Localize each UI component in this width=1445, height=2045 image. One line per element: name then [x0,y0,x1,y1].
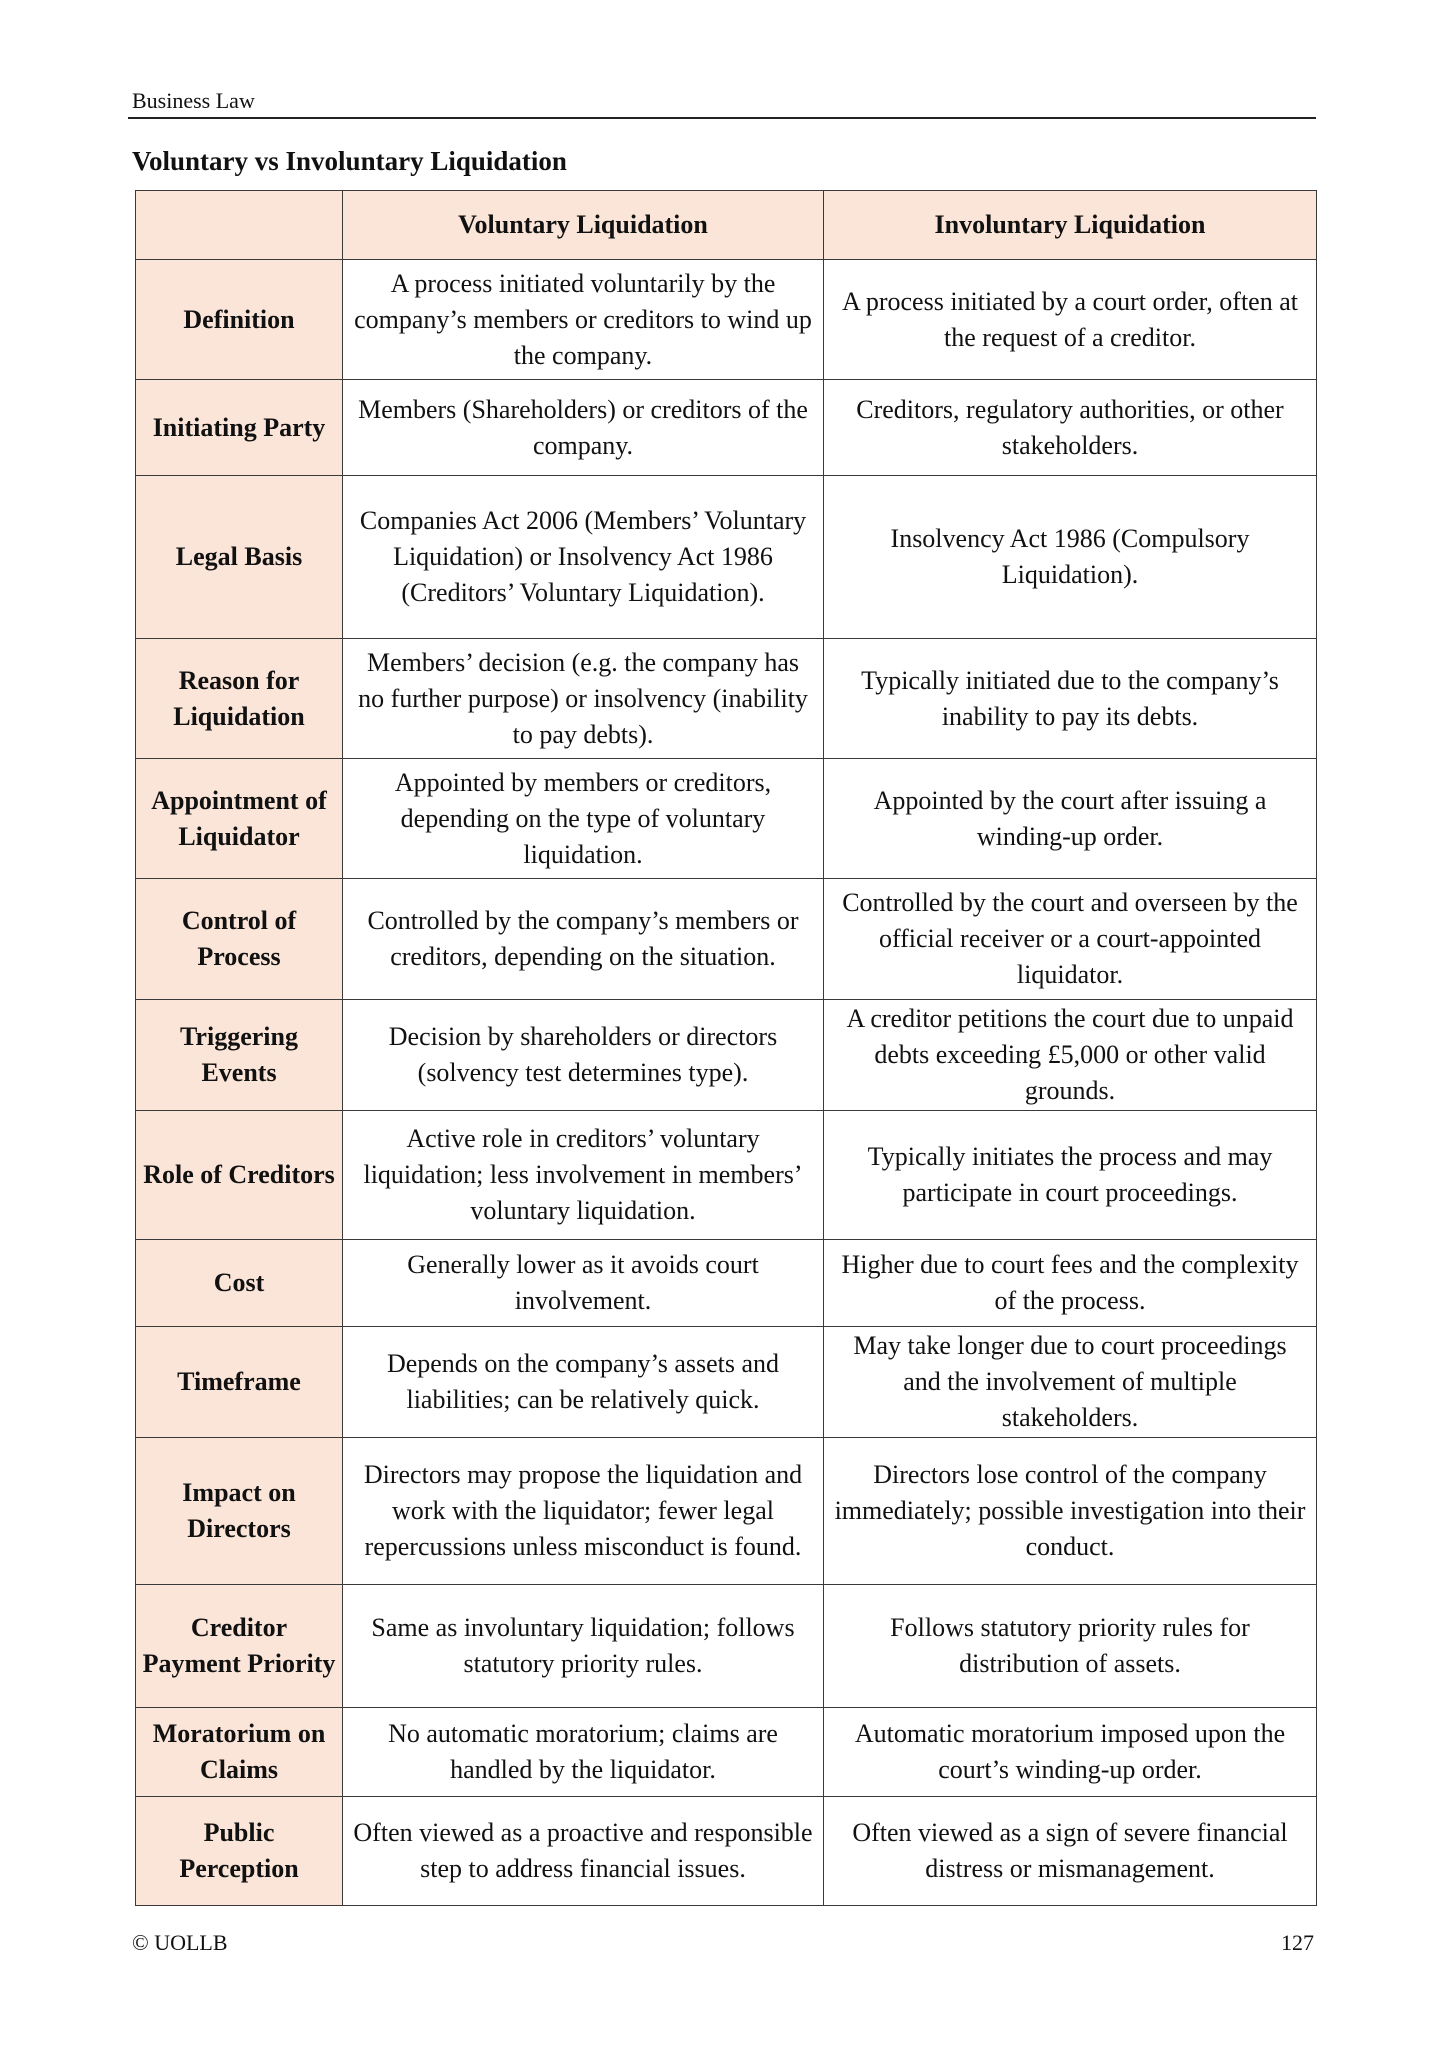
table-header-row [136,191,1317,260]
table-row [136,1327,1317,1438]
running-head: Business Law [132,88,255,113]
voluntary-cell: Directors may propose the liquidation and work with the liquidator; fewer legal repercussions unless misconduct is found. [343,1438,824,1585]
involuntary-cell: A creditor petitions the court due to unpaid debts exceeding £5,000 or other valid grounds. [824,1000,1317,1111]
voluntary-cell: Controlled by the company’s members or creditors, depending on the situation. [343,879,824,1000]
table-row [136,639,1317,759]
row-label: Cost [136,1240,343,1327]
involuntary-cell: Automatic moratorium imposed upon the court’s winding-up order. [824,1708,1317,1797]
voluntary-cell: Active role in creditors’ voluntary liquidation; less involvement in members’ voluntary liquidation. [343,1111,824,1240]
row-label: Timeframe [136,1327,343,1438]
row-label: Public Perception [136,1797,343,1906]
involuntary-cell: Controlled by the court and overseen by the official receiver or a court-appointed liquidator. [824,879,1317,1000]
table-row [136,1585,1317,1708]
voluntary-cell: A process initiated voluntarily by the company’s members or creditors to wind up the company. [343,260,824,380]
footer-copyright: © UOLLB [132,1930,228,1955]
row-label: Appointment of Liquidator [136,759,343,879]
table-row [136,260,1317,380]
table-row [136,1111,1317,1240]
table-row [136,1708,1317,1797]
comparison-table [135,190,1317,1906]
involuntary-cell: Directors lose control of the company immediately; possible investigation into their conduct. [824,1438,1317,1585]
column-header-involuntary: Involuntary Liquidation [824,191,1317,260]
row-label: Triggering Events [136,1000,343,1111]
table-row [136,1000,1317,1111]
involuntary-cell: Creditors, regulatory authorities, or other stakeholders. [824,380,1317,476]
table-row [136,1797,1317,1906]
table-row [136,476,1317,639]
voluntary-cell: Generally lower as it avoids court involvement. [343,1240,824,1327]
involuntary-cell: Typically initiates the process and may participate in court proceedings. [824,1111,1317,1240]
table-row [136,759,1317,879]
voluntary-cell: Depends on the company’s assets and liabilities; can be relatively quick. [343,1327,824,1438]
row-label: Definition [136,260,343,380]
voluntary-cell: No automatic moratorium; claims are handled by the liquidator. [343,1708,824,1797]
voluntary-cell: Decision by shareholders or directors (solvency test determines type). [343,1000,824,1111]
involuntary-cell: Appointed by the court after issuing a winding-up order. [824,759,1317,879]
page-number: 127 [1281,1930,1314,1955]
row-label: Impact on Directors [136,1438,343,1585]
row-label: Control of Process [136,879,343,1000]
page-title: Voluntary vs Involuntary Liquidation [132,146,567,176]
header-rule [128,117,1316,119]
involuntary-cell: Insolvency Act 1986 (Compulsory Liquidation). [824,476,1317,639]
table-row [136,1438,1317,1585]
involuntary-cell: Often viewed as a sign of severe financial distress or mismanagement. [824,1797,1317,1906]
involuntary-cell: Typically initiated due to the company’s inability to pay its debts. [824,639,1317,759]
row-label: Reason for Liquidation [136,639,343,759]
table-row [136,879,1317,1000]
involuntary-cell: Higher due to court fees and the complexity of the process. [824,1240,1317,1327]
involuntary-cell: Follows statutory priority rules for distribution of assets. [824,1585,1317,1708]
row-label: Creditor Payment Priority [136,1585,343,1708]
row-label: Legal Basis [136,476,343,639]
column-header-blank [136,191,343,260]
row-label: Initiating Party [136,380,343,476]
voluntary-cell: Members (Shareholders) or creditors of the company. [343,380,824,476]
voluntary-cell: Members’ decision (e.g. the company has no further purpose) or insolvency (inability to pay debts). [343,639,824,759]
column-header-voluntary: Voluntary Liquidation [343,191,824,260]
voluntary-cell: Often viewed as a proactive and responsible step to address financial issues. [343,1797,824,1906]
voluntary-cell: Companies Act 2006 (Members’ Voluntary Liquidation) or Insolvency Act 1986 (Creditors’ Voluntary Liquidation). [343,476,824,639]
table-row [136,380,1317,476]
row-label: Moratorium on Claims [136,1708,343,1797]
row-label: Role of Creditors [136,1111,343,1240]
table-row [136,1240,1317,1327]
voluntary-cell: Appointed by members or creditors, depending on the type of voluntary liquidation. [343,759,824,879]
voluntary-cell: Same as involuntary liquidation; follows statutory priority rules. [343,1585,824,1708]
involuntary-cell: May take longer due to court proceedings and the involvement of multiple stakeholders. [824,1327,1317,1438]
involuntary-cell: A process initiated by a court order, often at the request of a creditor. [824,260,1317,380]
